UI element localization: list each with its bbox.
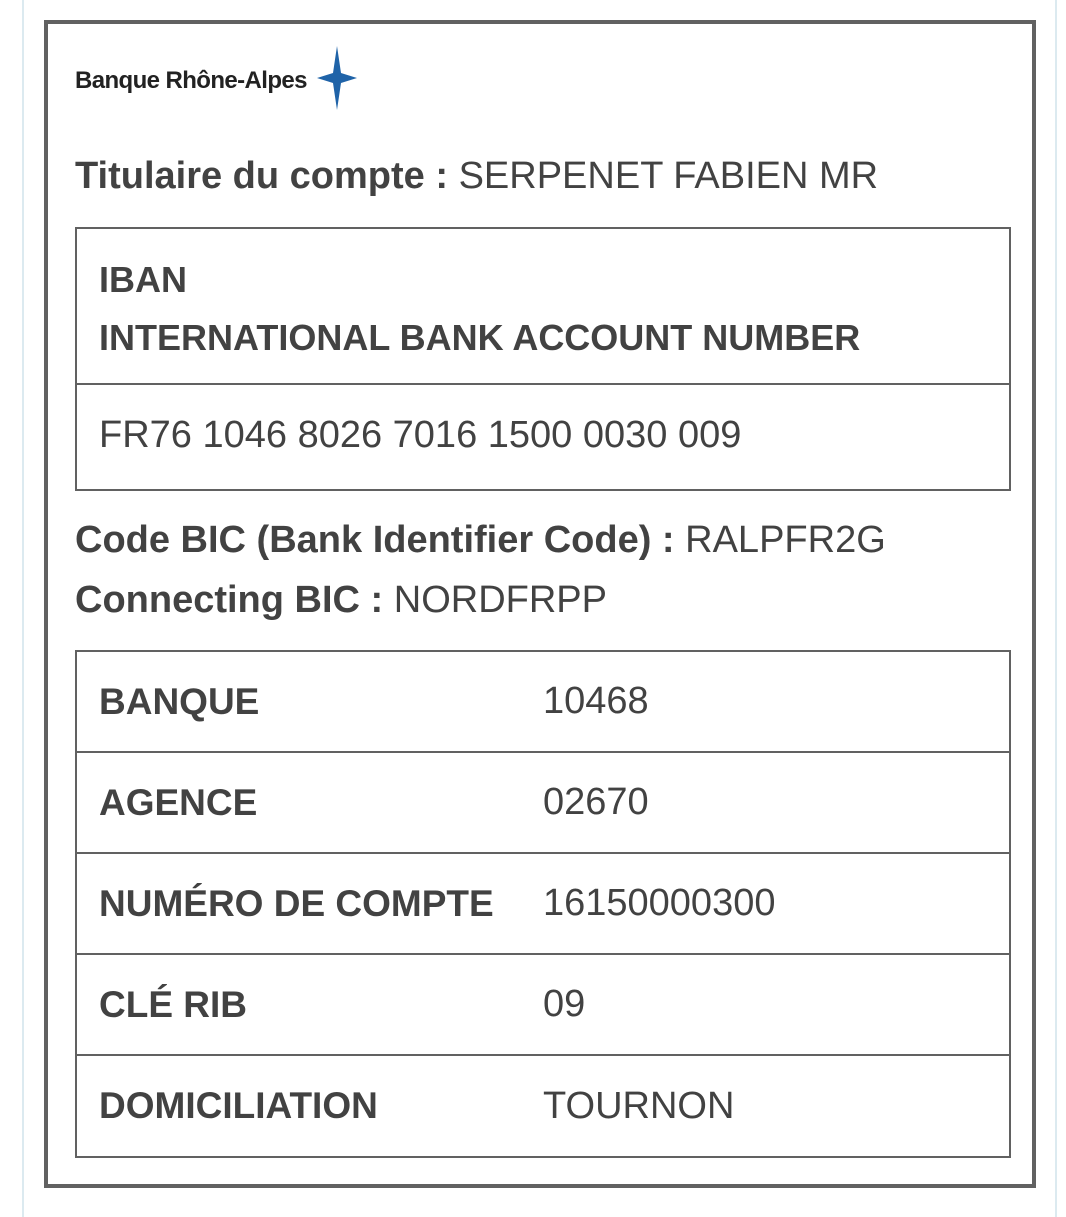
rib-document — [44, 20, 1036, 1188]
account-holder-value: SERPENET FABIEN MR — [458, 155, 879, 197]
iban-box — [75, 227, 1011, 491]
bic-label: Code BIC (Bank Identifier Code) : — [75, 519, 675, 561]
rib-label: CLÉ RIB — [99, 983, 247, 1025]
iban-value: FR76 1046 8026 7016 1500 0030 009 — [99, 414, 742, 456]
rib-label: DOMICILIATION — [99, 1085, 378, 1126]
rib-label: NUMÉRO DE COMPTE — [99, 882, 494, 924]
bank-logo — [75, 46, 357, 116]
rib-label: BANQUE — [99, 680, 260, 722]
bic-value: RALPFR2G — [685, 519, 886, 561]
rib-row-banque — [77, 652, 1009, 753]
account-holder — [75, 152, 878, 200]
rib-value: 02670 — [543, 781, 649, 823]
bank-name: Banque Rhône-Alpes — [75, 67, 307, 94]
connecting-bic — [75, 576, 607, 624]
bic-code — [75, 516, 886, 564]
iban-header — [77, 229, 1009, 385]
rib-row-agence — [77, 753, 1009, 854]
rib-value: 10468 — [543, 680, 649, 722]
connecting-bic-value: NORDFRPP — [393, 579, 607, 621]
page-edge-line-left — [22, 0, 24, 1217]
iban-subtitle: INTERNATIONAL BANK ACCOUNT NUMBER — [99, 317, 861, 358]
rib-value: TOURNON — [543, 1084, 735, 1127]
rib-row-domiciliation — [77, 1056, 1009, 1156]
page-edge-line-right — [1055, 0, 1057, 1217]
rib-row-cle-rib — [77, 955, 1009, 1056]
rib-label: AGENCE — [99, 781, 258, 823]
account-holder-label: Titulaire du compte : — [75, 155, 449, 197]
star-icon — [317, 46, 357, 110]
connecting-bic-label: Connecting BIC : — [75, 579, 384, 621]
rib-value: 09 — [543, 983, 586, 1025]
rib-value: 16150000300 — [543, 882, 776, 924]
iban-title: IBAN — [99, 259, 187, 300]
rib-row-numero-de-compte — [77, 854, 1009, 955]
rib-table — [75, 650, 1011, 1158]
